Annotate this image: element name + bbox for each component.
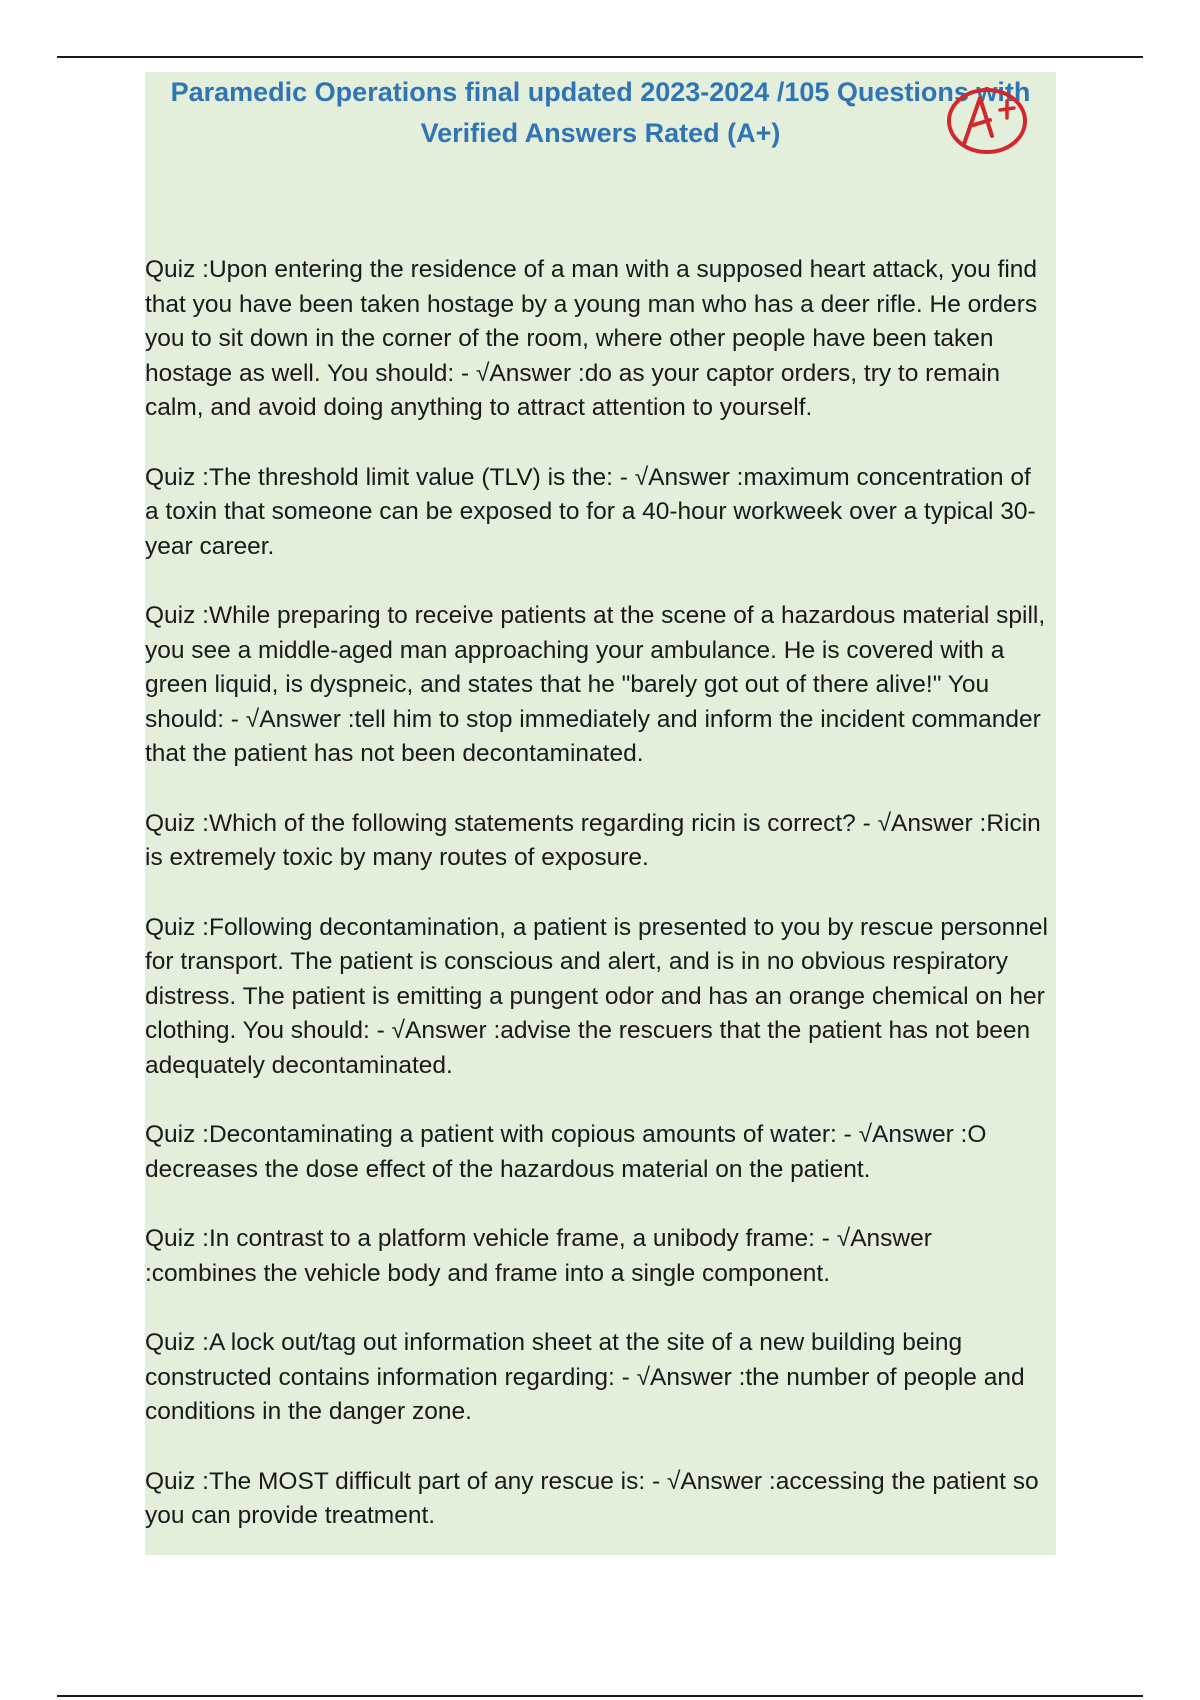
top-rule: [57, 56, 1143, 58]
qa-item: Quiz :A lock out/tag out information sheet at the site of a new building being constructed contains information regarding: - √Answer :the number of people and conditions in the danger zone.: [145, 1329, 1025, 1425]
qa-item: Quiz :In contrast to a platform vehicle frame, a unibody frame: - √Answer :combines the vehicle body and frame into a single component.: [145, 1225, 932, 1287]
qa-list: [145, 253, 1050, 1569]
qa-item: Quiz :Decontaminating a patient with copious amounts of water: - √Answer :O decreases the dose effect of the hazardous material on the patient.: [145, 1121, 987, 1183]
qa-item: Quiz :While preparing to receive patients at the scene of a hazardous material spill, you see a middle-aged man approaching your ambulance. He is covered with a green liquid, is dyspneic, and states that he "barely got out of there alive!" You should: - √Answer :tell him to stop immediately and inform the incident commander that the patient has not been decontaminated.: [145, 602, 1046, 767]
bottom-rule: [57, 1695, 1143, 1697]
qa-item: Quiz :Which of the following statements regarding ricin is correct? - √Answer :Ricin is extremely toxic by many routes of exposure.: [145, 809, 1041, 871]
qa-item: Quiz :Following decontamination, a patient is presented to you by rescue personnel for transport. The patient is conscious and alert, and is in no obvious respiratory distress. The patient is emitting a pungent odor and has an orange chemical on her clothing. You should: - √Answer :advise the rescuers that the patient has not been adequately decontaminated.: [145, 913, 1048, 1079]
qa-item: Quiz :Upon entering the residence of a man with a supposed heart attack, you find that you have been taken hostage by a young man who has a deer rifle. He orders you to sit down in the corner of the room, where other people have been taken hostage as well. You should: - √Answer :do as your captor orders, try to remain calm, and avoid doing anything to attract attention to yourself.: [145, 256, 1038, 421]
qa-item: Quiz :The threshold limit value (TLV) is the: - √Answer :maximum concentration of a toxin that someone can be exposed to for a 40-hour workweek over a typical 30-year career.: [145, 463, 1036, 560]
page-title: Paramedic Operations final updated 2023-2024 /105 Questions with Verified Answers Rated (A+): [170, 77, 1031, 148]
qa-item: Quiz :The MOST difficult part of any rescue is: - √Answer :accessing the patient so you can provide treatment.: [145, 1467, 1039, 1529]
grade-stamp-icon: [944, 86, 1034, 156]
